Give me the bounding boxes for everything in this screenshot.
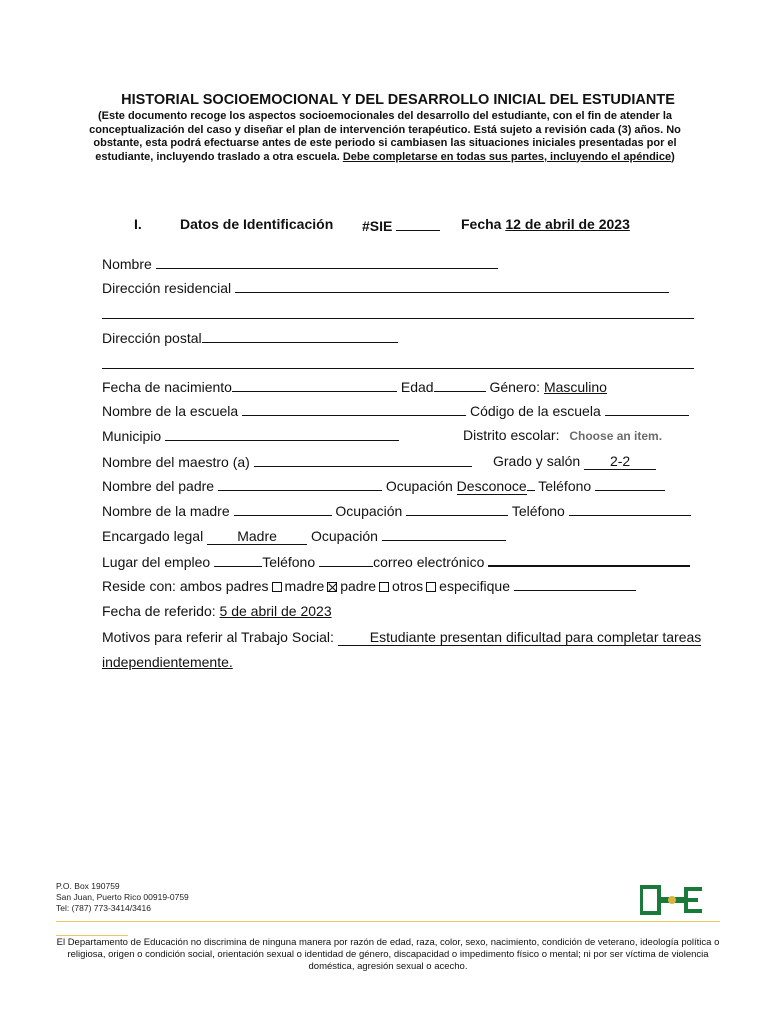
direccion-postal-blank[interactable] <box>202 328 398 343</box>
lugar-empleo-blank[interactable] <box>214 552 262 567</box>
edad-label: Edad <box>400 379 434 395</box>
nombre-label: Nombre <box>102 256 152 272</box>
sie-label: #SIE <box>362 218 393 234</box>
maestro-row <box>102 452 472 470</box>
motivos-label: Motivos para referir al Trabajo Social: <box>102 629 334 645</box>
padre-label: Nombre del padre <box>102 478 215 494</box>
lugar-empleo-label: Lugar del empleo <box>102 554 211 570</box>
telefono-madre-label: Teléfono <box>511 503 565 519</box>
motivos-value-line1[interactable]: Estudiante presentan dificultad para completar tareas <box>338 629 702 646</box>
genero-value[interactable]: Masculino <box>543 379 607 395</box>
sie-blank[interactable] <box>396 216 440 231</box>
municipio-blank[interactable] <box>165 426 399 441</box>
section-number: I. <box>134 216 142 232</box>
reside-row <box>102 576 636 594</box>
municipio-row <box>102 426 399 444</box>
direccion-postal-line2[interactable] <box>102 368 694 369</box>
reside-padre-checkbox[interactable] <box>379 582 389 592</box>
direccion-residencial-label: Dirección residencial <box>102 280 232 296</box>
document-title: HISTORIAL SOCIOEMOCIONAL Y DEL DESARROLLO INICIAL DEL ESTUDIANTE <box>121 92 675 108</box>
footer-divider-short <box>56 935 128 936</box>
escuela-row <box>102 401 689 419</box>
encargado-row <box>102 526 506 544</box>
ocupacion-encargado-label: Ocupación <box>310 528 378 544</box>
ocupacion-padre-label: Ocupación <box>385 478 453 494</box>
reside-especifique-blank[interactable] <box>514 576 636 591</box>
document-intro <box>80 110 690 164</box>
codigo-escuela-label: Código de la escuela <box>469 403 601 419</box>
footer-disclaimer: El Departamento de Educación no discrimina de ninguna manera por razón de edad, raza, color, sexo, nacimiento, condición de veterano, ideología política o religiosa, origen o condición social, orientación sexual o identidad de género, discapacidad o impedimento físico o mental; ni por ser víctima de violencia doméstica, agresión sexual o acecho. <box>56 937 720 972</box>
motivos-value-line2[interactable]: independientemente. <box>102 654 233 670</box>
correo-blank[interactable] <box>488 551 690 567</box>
fecha-field <box>461 216 630 232</box>
municipio-label: Municipio <box>102 428 162 444</box>
motivos-row-2 <box>102 653 233 671</box>
grado-value[interactable]: 2-2 <box>584 453 656 470</box>
grado-field <box>493 452 656 470</box>
padre-blank[interactable] <box>218 476 382 491</box>
intro-required-note: Debe completarse en todas sus partes, incluyendo el apéndice <box>342 150 672 163</box>
distrito-label: Distrito escolar: <box>463 427 560 443</box>
correo-label: correo electrónico <box>373 554 485 570</box>
reside-otros-checkbox[interactable] <box>426 582 436 592</box>
distrito-dropdown[interactable]: Choose an item. <box>569 429 663 443</box>
codigo-escuela-blank[interactable] <box>605 401 689 416</box>
direccion-postal-label: Dirección postal <box>102 330 202 346</box>
intro-text: (Este documento recoge los aspectos socioemocionales del desarrollo del estudiante, con el fin de atender la conceptualización del caso y diseñar el plan de intervención terapéutico. Está sujeto a revisión cada (3) años. No obstante, esta podrá efectuarse antes de este periodo si cambiasen las situaciones iniciales presentadas por el estudiante, incluyendo traslado a otra escuela. <box>89 110 681 163</box>
maestro-label: Nombre del maestro (a) <box>102 454 250 470</box>
encargado-label: Encargado legal <box>102 528 204 544</box>
telefono-madre-blank[interactable] <box>569 501 691 516</box>
fecha-referido-row <box>102 602 332 620</box>
fecha-referido-value[interactable]: 5 de abril de 2023 <box>219 603 332 619</box>
reside-madre-checkbox[interactable] <box>327 582 337 592</box>
telefono-padre-label: Teléfono <box>538 478 592 494</box>
nombre-row <box>102 254 498 272</box>
telefono-empleo-label: Teléfono <box>262 554 316 570</box>
ocupacion-padre-tail <box>527 476 535 491</box>
padre-row <box>102 476 665 494</box>
fecha-label: Fecha <box>461 216 502 232</box>
direccion-residencial-row <box>102 278 669 296</box>
fecha-value[interactable]: 12 de abril de 2023 <box>505 216 630 232</box>
ocupacion-padre-value[interactable]: Desconoce <box>456 478 527 494</box>
reside-label: Reside con: ambos padres <box>102 578 269 594</box>
direccion-residencial-blank[interactable] <box>235 278 669 293</box>
department-logo-icon <box>640 885 704 915</box>
footer-address-line3: Tel: (787) 773-3414/3416 <box>56 903 151 913</box>
madre-blank[interactable] <box>234 501 332 516</box>
footer-address-line1: P.O. Box 190759 <box>56 881 120 891</box>
telefono-padre-blank[interactable] <box>595 476 665 491</box>
reside-especifique-label: especifique <box>439 578 510 594</box>
reside-otros-label: otros <box>392 578 424 594</box>
section-title: Datos de Identificación <box>180 216 334 232</box>
fecha-nacimiento-blank[interactable] <box>232 377 397 392</box>
grado-label: Grado y salón <box>493 453 581 469</box>
motivos-row <box>102 628 701 646</box>
encargado-value[interactable]: Madre <box>207 528 307 545</box>
sie-field[interactable] <box>362 216 440 234</box>
reside-padre-label: padre <box>340 578 377 594</box>
telefono-empleo-blank[interactable] <box>319 552 373 567</box>
footer-divider <box>56 921 720 922</box>
fecha-nacimiento-row <box>102 377 607 395</box>
fecha-referido-label: Fecha de referido: <box>102 603 216 619</box>
ocupacion-madre-label: Ocupación <box>335 503 403 519</box>
reside-ambos-checkbox[interactable] <box>272 582 282 592</box>
nombre-escuela-label: Nombre de la escuela <box>102 403 239 419</box>
reside-madre-label: madre <box>284 578 325 594</box>
intro-close: ) <box>671 150 675 163</box>
direccion-postal-row <box>102 328 398 346</box>
empleo-row <box>102 551 690 569</box>
nombre-escuela-blank[interactable] <box>242 401 466 416</box>
footer-address <box>56 881 189 914</box>
ocupacion-madre-blank[interactable] <box>406 501 508 516</box>
maestro-blank[interactable] <box>254 452 472 467</box>
direccion-residencial-line2[interactable] <box>102 318 694 319</box>
madre-row <box>102 501 691 519</box>
genero-label: Género: <box>489 379 541 395</box>
footer-address-line2: San Juan, Puerto Rico 00919-0759 <box>56 892 189 902</box>
madre-label: Nombre de la madre <box>102 503 230 519</box>
nombre-blank[interactable] <box>156 254 498 269</box>
ocupacion-encargado-blank[interactable] <box>382 526 506 541</box>
edad-blank[interactable] <box>434 377 486 392</box>
distrito-field <box>463 426 662 444</box>
fecha-nacimiento-label: Fecha de nacimiento <box>102 379 232 395</box>
